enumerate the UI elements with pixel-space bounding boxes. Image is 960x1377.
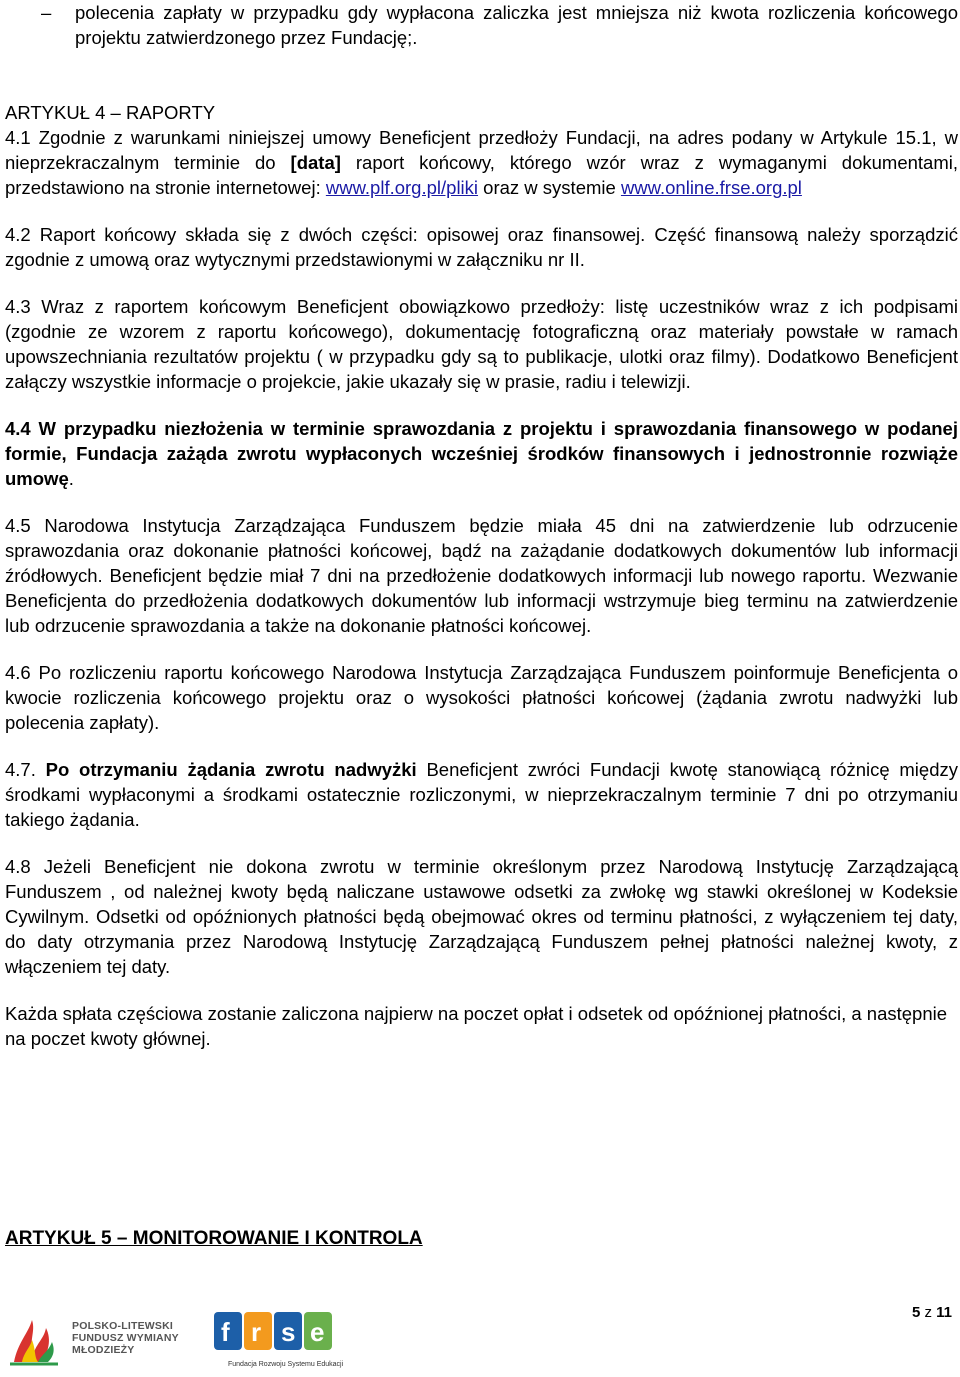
bullet-item bbox=[5, 0, 958, 50]
article4-heading: ARTYKUŁ 4 – RAPORTY bbox=[5, 102, 216, 123]
bullet-dash: – bbox=[41, 2, 52, 23]
p41-text-c: oraz w systemie bbox=[478, 177, 621, 198]
bullet-text: polecenia zapłaty w przypadku gdy wypłacona zaliczka jest mniejsza niż kwota rozliczenia końcowego projektu zatwierdzonego przez Fundację;. bbox=[75, 2, 958, 48]
p41-text-a: 4.1 Zgodnie z warunkami niniejszej umowy Beneficjent przedłoży Fundacji, na adres podany w Artykule 15.1, w nieprzekraczalnym terminie do bbox=[5, 127, 958, 173]
frse-logo-mark bbox=[214, 1312, 334, 1352]
plfm-flame-icon bbox=[8, 1312, 64, 1368]
page-total: 11 bbox=[936, 1304, 952, 1321]
p44-end: . bbox=[68, 468, 74, 489]
paragraph-4-4 bbox=[5, 416, 958, 491]
p47-bold-text: Po otrzymaniu żądania zwrotu nadwyżki bbox=[45, 759, 417, 780]
paragraph-4-1 bbox=[5, 125, 958, 200]
article5-heading: ARTYKUŁ 5 – MONITOROWANIE I KONTROLA bbox=[5, 1228, 423, 1249]
page-separator: z bbox=[924, 1304, 932, 1321]
paragraph-4-6: 4.6 Po rozliczeniu raportu końcowego Narodowa Instytucja Zarządzająca Funduszem poinformuje Beneficjenta o kwocie rozliczenia końcowego projektu oraz o wysokości płatności końcowej (żądania zwrotu nadwyżki lub polecenia zapłaty). bbox=[5, 662, 958, 733]
plfm-line-2: FUNDUSZ WYMIANY bbox=[72, 1332, 179, 1344]
paragraph-4-2: 4.2 Raport końcowy składa się z dwóch części: opisowej oraz finansowej. Część finansową należy sporządzić zgodnie z umową oraz wytycznymi przedstawionymi w załączniku nr II. bbox=[5, 224, 958, 270]
p47-rest: Beneficjent zwróci Fundacji kwotę stanowiącą różnicę między środkami wypłaconymi a środkami ostatecznie rozliczonymi, w nieprzekraczalnym terminie 7 dni po otrzymaniu takiego żądania. bbox=[5, 759, 958, 830]
plfm-logo bbox=[8, 1310, 208, 1368]
plfm-line-1: POLSKO-LITEWSKI bbox=[72, 1320, 173, 1332]
svg-text:r: r bbox=[251, 1317, 262, 1347]
page-number bbox=[912, 1300, 952, 1325]
frse-subtitle: Fundacja Rozwoju Systemu Edukacji bbox=[228, 1361, 344, 1368]
p44-bold-text: 4.4 W przypadku niezłożenia w terminie sprawozdania z projektu i sprawozdania finansowego w podanej formie, Fundacja zażąda zwrotu wypłaconych wcześniej środków finansowych i jednostronnie rozwiąże umowę bbox=[5, 418, 958, 489]
svg-text:f: f bbox=[221, 1317, 230, 1347]
p41-date-placeholder: [data] bbox=[290, 152, 341, 173]
svg-text:s: s bbox=[281, 1317, 296, 1347]
plfm-logo-text bbox=[72, 1320, 179, 1356]
paragraph-4-7 bbox=[5, 757, 958, 832]
frse-online-link[interactable]: www.online.frse.org.pl bbox=[620, 177, 802, 198]
paragraph-4-3: 4.3 Wraz z raportem końcowym Beneficjent obowiązkowo przedłoży: listę uczestników wraz z ich podpisami (zgodnie ze wzorem z raportu końcowego), dokumentację fotograficzną oraz materiały powstałe w ramach upowszechniania rezultatów projektu ( w przypadku gdy są to publikacje, ulotki oraz filmy). Dodatkowo Beneficjent załączy wszystkie informacje o projekcie, jakie ukazały się w prasie, radiu i telewizji. bbox=[5, 296, 958, 392]
page-current: 5 bbox=[911, 1304, 921, 1321]
p41-text-b: raport końcowy, którego wzór wraz z wymaganymi dokumentami, przedstawiono na stronie internetowej: bbox=[5, 152, 958, 198]
document-page bbox=[5, 0, 958, 1051]
p47-number: 4.7. bbox=[5, 759, 46, 780]
frse-logo bbox=[214, 1312, 344, 1368]
page-footer bbox=[0, 1290, 960, 1368]
plfm-line-3: MŁODZIEŻY bbox=[72, 1344, 135, 1356]
svg-text:e: e bbox=[310, 1317, 325, 1347]
paragraph-4-5: 4.5 Narodowa Instytucja Zarządzająca Funduszem będzie miała 45 dni na zatwierdzenie lub odrzucenie sprawozdania oraz dokonanie płatności końcowej, bądź na zażądanie dodatkowych dokumentów lub informacji źródłowych. Beneficjent będzie miał 7 dni na przedłożenie dodatkowych informacji lub nowego raportu. Wezwanie Beneficjenta do przedłożenia dodatkowych dokumentów lub informacji wstrzymuje bieg terminu na zatwierdzenie lub odrzucenie sprawozdania a także na dokonanie płatności końcowej. bbox=[5, 515, 958, 636]
paragraph-4-8: 4.8 Jeżeli Beneficjent nie dokona zwrotu w terminie określonym przez Narodową Instytucję Zarządzającą Funduszem , od należnej kwoty będą naliczane ustawowe odsetki za zwłokę wg stawki określonej w Kodeksie Cywilnym. Odsetki od opóźnionych płatności będą obejmować okres od terminu płatności, z wyłączeniem tej daty, do daty otrzymania przez Narodową Instytucję Zarządzającą Funduszem pełnej płatności należnej kwoty, z włączeniem tej daty. bbox=[5, 856, 958, 977]
paragraph-partial-payment: Każda spłata częściowa zostanie zaliczona najpierw na poczet opłat i odsetek od opóźnionej płatności, a następnie na poczet kwoty głównej. bbox=[5, 1003, 948, 1049]
plf-files-link[interactable]: www.plf.org.pl/pliki bbox=[325, 177, 479, 198]
